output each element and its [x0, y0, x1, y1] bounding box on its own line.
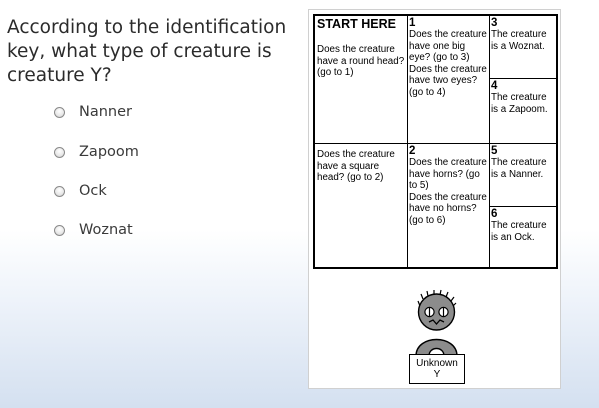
result-text: The creature is a Woznat.: [491, 29, 547, 52]
choice-ock[interactable]: [54, 183, 107, 199]
start-here-label: START HERE: [317, 17, 396, 31]
step-1-cell: [407, 16, 489, 99]
step-number: 3: [491, 17, 498, 29]
choice-label: Woznat: [79, 222, 133, 238]
step-1-question-b: Does the creature have two eyes? (go to 4): [409, 63, 487, 98]
creature-label-line2: Y: [433, 369, 441, 380]
identification-key-figure: [308, 9, 561, 389]
choice-label: Zapoom: [79, 144, 139, 160]
result-text: The creature is a Zapoom.: [491, 92, 548, 115]
radio-button-icon[interactable]: [54, 107, 65, 118]
step-number: 2: [409, 145, 416, 157]
creature-label-line1: Unknown: [416, 358, 458, 369]
radio-button-icon[interactable]: [54, 147, 65, 158]
radio-button-icon[interactable]: [54, 186, 65, 197]
choice-label: Nanner: [79, 104, 132, 120]
step-number: 4: [491, 80, 498, 92]
identification-key-table: [313, 14, 558, 269]
result-6-cell: [489, 207, 558, 244]
result-4-cell: [489, 79, 558, 116]
radio-button-icon[interactable]: [54, 225, 65, 236]
step-2-question-a: Does the creature have horns? (go to 5): [409, 157, 487, 191]
start-question-1: Does the creature have a round head? (go to 1): [317, 44, 405, 78]
creature-label-box: [409, 354, 465, 384]
question-text: According to the identification key, what type of creature is creature Y?: [7, 17, 287, 86]
step-number: 5: [491, 145, 498, 157]
choice-woznat[interactable]: [54, 222, 133, 238]
step-number: 1: [409, 17, 416, 29]
choice-zapoom[interactable]: [54, 144, 139, 160]
step-number: 6: [491, 208, 498, 220]
start-question-2: Does the creature have a square head? (go to 2): [317, 149, 395, 183]
step-2-question-b: Does the creature have no horns? (go to 6): [409, 191, 487, 226]
result-text: The creature is an Ock.: [491, 220, 547, 243]
result-text: The creature is a Nanner.: [491, 157, 547, 180]
step-2-cell: [407, 144, 489, 227]
result-3-cell: [489, 16, 558, 53]
start-cell-top: [315, 16, 407, 80]
choice-label: Ock: [79, 183, 107, 199]
step-1-question-a: Does the creature have one big eye? (go to 3): [409, 29, 487, 63]
start-cell-bottom: [315, 148, 407, 185]
result-5-cell: [489, 144, 558, 181]
choice-nanner[interactable]: [54, 104, 132, 120]
